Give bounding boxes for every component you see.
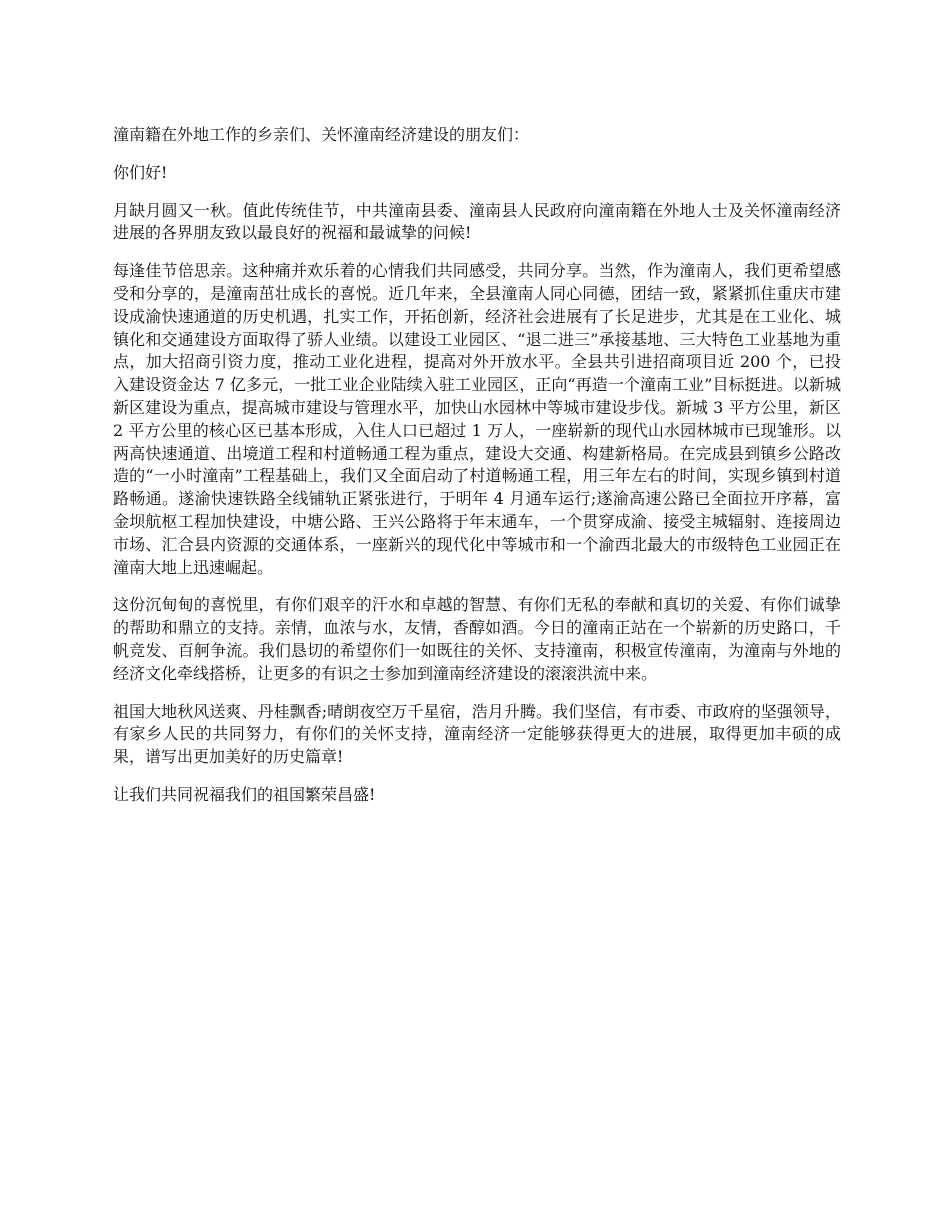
- paragraph-development-achievements: 每逢佳节倍思亲。这种痛并欢乐着的心情我们共同感受，共同分享。当然，作为潼南人，我们更希望感受和分享的，是潼南茁壮成长的喜悦。近几年来，全县潼南人同心同德，团结一致，紧紧抓住重庆市建设成渝快速通道的历史机遇，扎实工作，开拓创新，经济社会进展有了长足进步，尤其是在工业化、城镇化和交通建设方面取得了骄人业绩。以建设工业园区、“退二进三”承接基地、三大特色工业基地为重点，加大招商引资力度，推动工业化进程，提高对外开放水平。全县共引进招商项目近 200 个，已投入建设资金达 7 亿多元，一批工业企业陆续入驻工业园区，正向“再造一个潼南工业”目标挺进。以新城新区建设为重点，提高城市建设与管理水平，加快山水园林中等城市建设步伐。新城 3 平方公里，新区 2 平方公里的核心区已基本形成，入住人口已超过 1 万人，一座崭新的现代山水园林城市已现雏形。以两高快速通道、出境道工程和村道畅通工程为重点，建设大交通、构建新格局。在完成县到镇乡公路改造的“一小时潼南”工程基础上，我们又全面启动了村道畅通工程，用三年左右的时间，实现乡镇到村道路畅通。遂渝快速铁路全线铺轨正紧张进行，于明年 4 月通车运行;遂渝高速公路已全面拉开序幕，富金坝航枢工程加快建设，中塘公路、王兴公路将于年末通车，一个贯穿成渝、接受主城辐射、连接周边市场、汇合县内资源的交通体系，一座新兴的现代化中等城市和一个渝西北最大的市级特色工业园正在潼南大地上迅速崛起。: [113, 261, 841, 577]
- paragraph-closing-wish: 让我们共同祝福我们的祖国繁荣昌盛!: [113, 784, 376, 804]
- greeting: 你们好!: [113, 162, 168, 182]
- paragraph-gratitude-and-appeal: 这份沉甸甸的喜悦里，有你们艰辛的汗水和卓越的智慧、有你们无私的奉献和真切的关爱、有你们诚挚的帮助和鼎立的支持。亲情，血浓与水，友情，香醇如酒。今日的潼南正站在一个崭新的历史路口，千帆竞发、百舸争流。我们恳切的希望你们一如既往的关怀、支持潼南，积极宣传潼南，为潼南与外地的经济文化牵线搭桥，让更多的有识之士参加到潼南经济建设的滚滚洪流中来。: [113, 595, 841, 683]
- salutation: 潼南籍在外地工作的乡亲们、关怀潼南经济建设的朋友们：: [113, 125, 530, 144]
- paragraph-festival-greeting: 月缺月圆又一秋。值此传统佳节，中共潼南县委、潼南县人民政府向潼南籍在外地人士及关怀潼南经济进展的各界朋友致以最良好的祝福和最诚挚的问候!: [113, 200, 841, 243]
- letter-body: [113, 124, 841, 822]
- paragraph-confidence: 祖国大地秋风送爽、丹桂飘香;晴朗夜空万千星宿，浩月升腾。我们坚信，有市委、市政府的坚强领导，有家乡人民的共同努力，有你们的关怀支持，潼南经济一定能够获得更大的进展，取得更加丰硕的成果，谱写出更加美好的历史篇章!: [113, 701, 841, 767]
